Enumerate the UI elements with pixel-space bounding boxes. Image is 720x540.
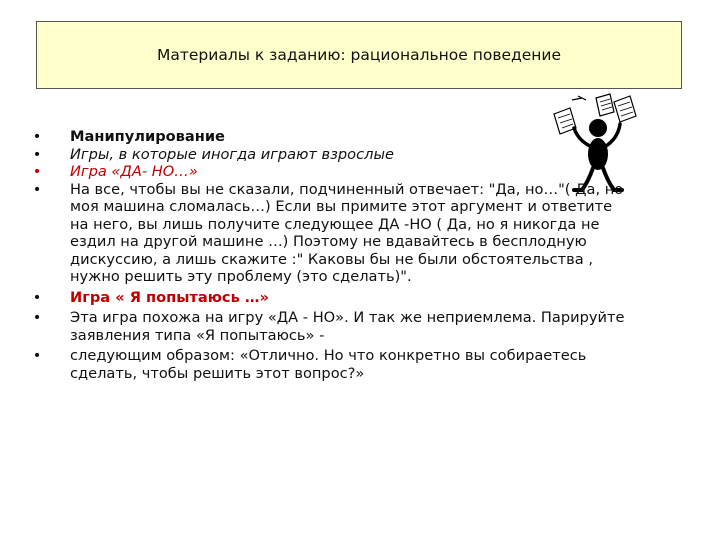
bullet-text: Игра «ДА- НО…» bbox=[70, 163, 198, 180]
bullet-dot: • bbox=[32, 180, 42, 198]
bullet-line: Эта игра похожа на игру «ДА - НО». И так же неприемлема. Парируйте bbox=[70, 309, 625, 326]
bullet-dot: • bbox=[32, 128, 42, 145]
bullet-dot: • bbox=[32, 163, 42, 180]
bullet-line: моя машина сломалась…) Если вы примите этот аргумент и ответите bbox=[70, 198, 613, 215]
bullet-line: дискуссию, а лишь скажите :" Каковы бы не были обстоятельства , bbox=[70, 250, 593, 268]
bullet-dot: • bbox=[32, 309, 42, 326]
bullet-dot: • bbox=[32, 347, 42, 364]
bullet-item bbox=[30, 309, 690, 344]
bullet-line: на него, вы лишь получите следующее ДА -НО ( Да, но я никогда не bbox=[70, 215, 600, 233]
bullet-line: нужно решить эту проблему (это сделать)". bbox=[70, 268, 412, 285]
bullet-text: Игра « Я попытаюсь …» bbox=[70, 288, 269, 306]
bullet-item bbox=[30, 289, 690, 307]
bullet-item bbox=[30, 128, 690, 146]
bullet-line: ездил на другой машине …) Поэтому не вдавайтесь в бесплодную bbox=[70, 233, 587, 250]
slide-title: Материалы к заданию: рациональное поведение bbox=[156, 46, 562, 64]
bullet-line: На все, чтобы вы не сказали, подчиненный отвечает: "Да, но…"( Да, но bbox=[70, 180, 624, 198]
bullet-line: сделать, чтобы решить этот вопрос?» bbox=[70, 364, 365, 382]
bullet-line: заявления типа «Я попытаюсь» - bbox=[70, 326, 325, 344]
title-box bbox=[36, 21, 682, 89]
bullet-text: Игры, в которые иногда играют взрослые bbox=[70, 145, 394, 163]
bullet-item bbox=[30, 347, 690, 382]
bullet-item bbox=[30, 163, 690, 181]
bullet-line: следующим образом: «Отлично. Но что конкретно вы собираетесь bbox=[70, 347, 587, 364]
bullet-list bbox=[30, 128, 690, 382]
bullet-item bbox=[30, 181, 690, 286]
bullet-item bbox=[30, 146, 690, 164]
bullet-dot: • bbox=[32, 288, 42, 306]
bullet-text: Манипулирование bbox=[70, 128, 225, 145]
bullet-dot: • bbox=[32, 145, 42, 163]
